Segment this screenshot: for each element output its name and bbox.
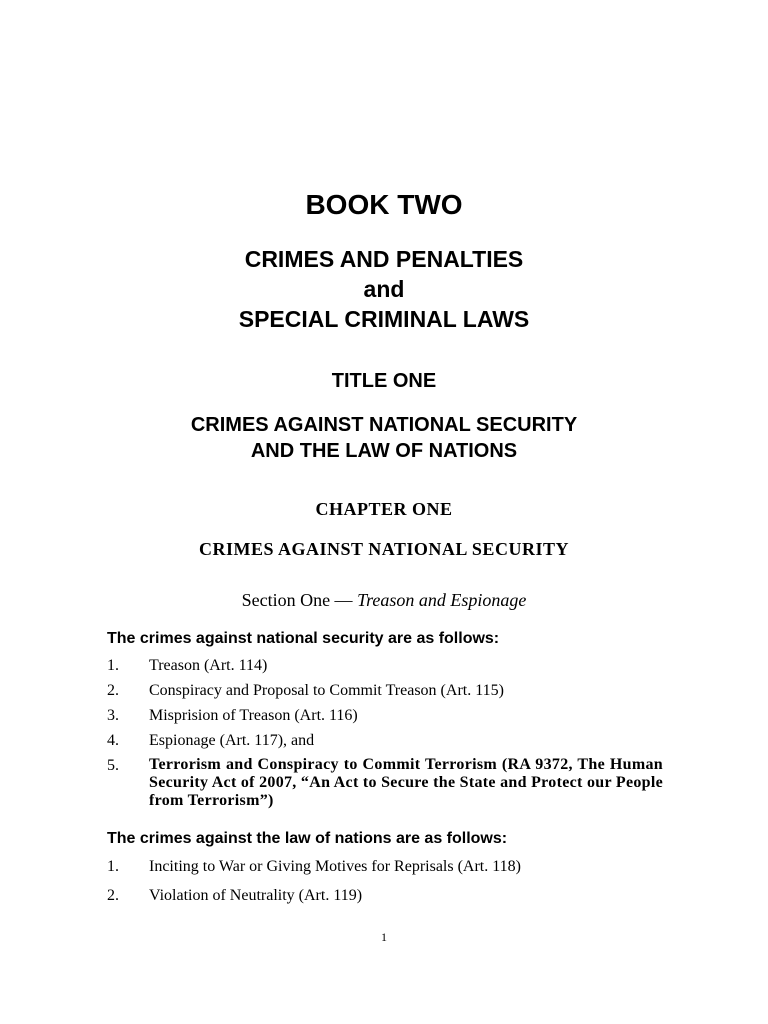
list-item	[107, 656, 663, 675]
section-title: Treason and Espionage	[357, 590, 527, 610]
list-item-text: Espionage (Art. 117), and	[149, 732, 315, 749]
section-prefix: Section One —	[241, 590, 358, 610]
list-item	[107, 857, 663, 876]
list-item-text: Violation of Neutrality (Art. 119)	[149, 887, 363, 904]
book-title: BOOK TWO	[305, 189, 463, 220]
main-heading	[0, 244, 768, 334]
law-of-nations-list	[107, 857, 663, 915]
title-heading	[0, 412, 768, 464]
list-item-number: 3.	[107, 707, 119, 724]
national-security-list-heading: The crimes against national security are as follows:	[107, 630, 500, 647]
main-heading-line-2: and	[363, 276, 405, 302]
list-item	[107, 756, 663, 810]
list-item	[107, 706, 663, 725]
list-item	[107, 731, 663, 750]
national-security-list	[107, 656, 663, 816]
chapter-heading: CRIMES AGAINST NATIONAL SECURITY	[199, 539, 569, 559]
list-item-text: Inciting to War or Giving Motives for Reprisals (Art. 118)	[149, 858, 521, 875]
list-item-number: 1.	[107, 657, 119, 674]
list-item-text: Misprision of Treason (Art. 116)	[149, 707, 358, 724]
list-item	[107, 681, 663, 700]
list-item-number: 2.	[107, 887, 119, 904]
list-item-number: 1.	[107, 858, 119, 875]
list-item-number: 5.	[107, 757, 119, 774]
main-heading-line-3: SPECIAL CRIMINAL LAWS	[238, 306, 530, 332]
title-label: TITLE ONE	[331, 370, 437, 392]
chapter-label: CHAPTER ONE	[315, 499, 453, 519]
list-item-number: 2.	[107, 682, 119, 699]
main-heading-line-1: CRIMES AND PENALTIES	[244, 246, 524, 272]
section-heading	[0, 588, 768, 612]
title-heading-line-1: CRIMES AGAINST NATIONAL SECURITY	[190, 414, 578, 436]
list-item-text: Treason (Art. 114)	[149, 657, 268, 674]
page-number: 1	[381, 930, 387, 944]
list-item	[107, 886, 663, 905]
law-of-nations-list-heading: The crimes against the law of nations are as follows:	[107, 830, 508, 847]
list-item-text: Conspiracy and Proposal to Commit Treason (Art. 115)	[149, 682, 504, 699]
list-item-text: Terrorism and Conspiracy to Commit Terrorism (RA 9372, The Human Security Act of 2007, “An Act to Secure the State and Protect our People from Terrorism”)	[149, 756, 663, 809]
list-item-number: 4.	[107, 732, 119, 749]
title-heading-line-2: AND THE LAW OF NATIONS	[250, 440, 518, 462]
